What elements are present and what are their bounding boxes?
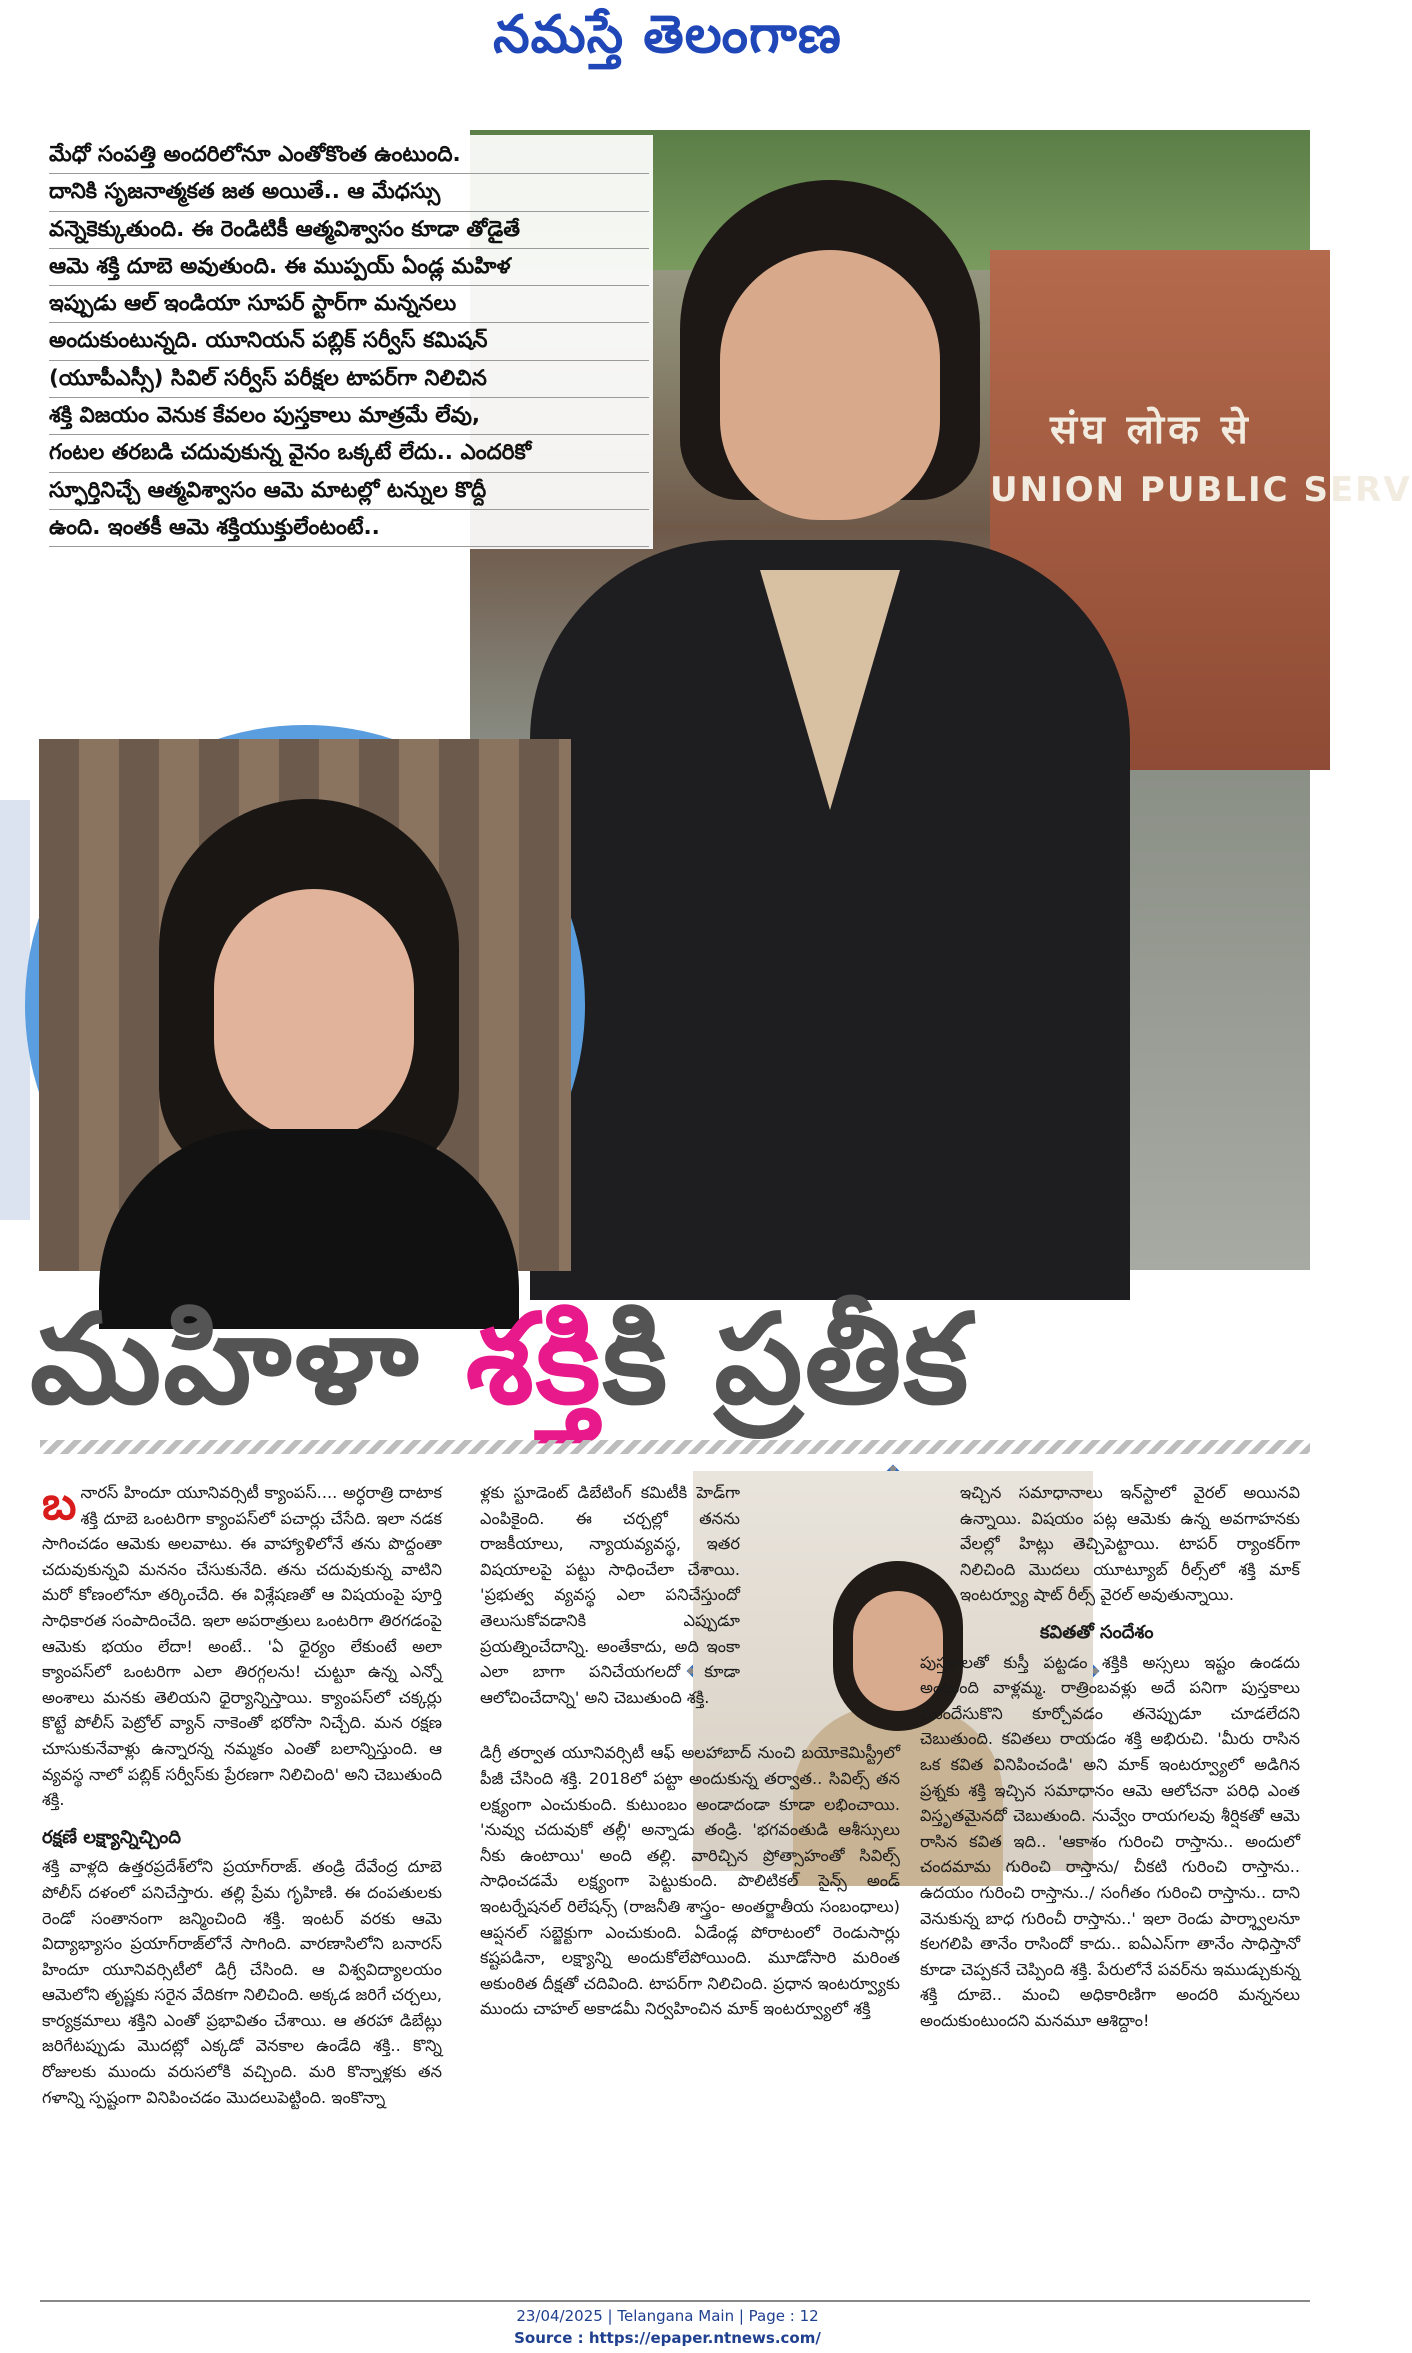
footer-source-line: Source : https://epaper.ntnews.com/ [514,2329,821,2347]
intro-line: (యూపీఎస్సీ) సివిల్ సర్వీస్ పరీక్షల టాపర్‌గా నిలిచిన [49,361,649,398]
headline-part2: కి ప్రతీక [602,1288,971,1432]
intro-line: దానికి సృజనాత్మకత జత అయితే.. ఆ మేధస్సు [49,174,649,211]
zigzag-divider [40,1440,1310,1454]
paragraph: పుస్తకాలతో కుస్తీ పట్టడం శక్తికి అస్సలు ఇష్టం ఉండదు అంటుంది వాళ్లమ్మ. రాత్రింబవళ్లు అదే పనిగా పుస్తకాలు ముందేసుకొని కూర్చోవడం తనెప్పుడూ చూడలేదని చెబుతుంది. కవితలు రాయడం శక్తి అభిరుచి. 'మీరు రాసిన ఒక కవిత వినిపించండి' అని మాక్ ఇంటర్వ్యూలో అడిగిన ప్రశ్నకు శక్తి ఇచ్చిన సమాధానం ఆమె ఆలోచనా పరిధి ఎంత విస్తృతమైనదో చెబుతుంది. నువ్వేం రాయగలవు శీర్షికతో ఆమె రాసిన కవిత ఇది.. 'ఆకాశం గురించి రాస్తాను.. అందులో చందమామ గురించి రాస్తాను/ చీకటి గురించి రాస్తాను.. ఉదయం గురించి రాస్తాను../ సంగీతం గురించి రాస్తాను.. దాని వెనుకున్న బాధ గురించీ రాస్తాను..' ఇలా రెండు పార్శ్వాలనూ కలగలిపి తానేం రాసిందో కాదు.. ఐఏఎస్‌గా తానేం సాధిస్తానో కూడా చెప్పకనే చెప్పింది శక్తి. పేరులోనే పవర్‌ను ఇముడ్చుకున్న శక్తి దూబె.. మంచి అధికారిణిగా అందరి మన్ననలు అందుకుంటుందని మనమూ ఆశిద్దాం! [920,1652,1300,2030]
paragraph [42,1476,442,1813]
headline-accent: శక్తి [465,1288,603,1432]
article-column-2 [480,1480,900,2028]
paragraph: ళ్లకు స్టూడెంట్ డిబేటింగ్ కమిటీకి హెడ్‌గా ఎంపికైంది. ఈ చర్చల్లో తనను రాజకీయాలు, న్యాయవ్యవస్థ, ఇతర విషయాలపై పట్టు సాధించేలా చేశాయి. 'ప్రభుత్వ వ్యవస్థ ఎలా పనిచేస్తుందో తెలుసుకోవడానికి ఎప్పుడూ ప్రయత్నించేదాన్ని. అంతేకాదు, అది ఇంకా ఎలా బాగా పనిచేయగలదో కూడా ఆలోచించేదాన్ని' అని చెబుతుంది శక్తి. [480,1483,740,1707]
paragraph: ఇచ్చిన సమాధానాలు ఇన్‌స్టాలో వైరల్ అయినవి ఉన్నాయి. విషయం పట్ల ఆమెకు ఉన్న అవగాహనకు వేలల్లో హిట్లు తెచ్చిపెట్టాయి. టాపర్ ర్యాంకర్‌గా నిలిచింది మొదలు యూట్యూబ్ రీల్స్‌లో శక్తి మాక్ ఇంటర్వ్యూ షాట్ రీల్స్ వైరల్ అవుతున్నాయి. [960,1483,1300,1605]
intro-line: శక్తి విజయం వెనుక కేవలం పుస్తకాలు మాత్రమే లేవు, [49,398,649,435]
intro-line: అందుకుంటున్నది. యూనియన్ పబ్లిక్ సర్వీస్ కమిషన్ [49,323,649,360]
circle-inset-photo [25,725,585,1285]
building-sign-english: UNION PUBLIC SERV [990,470,1412,510]
person-face [720,250,940,520]
footer [0,2305,1335,2349]
drop-cap: బ [42,1476,77,1530]
paragraph: శక్తి వాళ్లది ఉత్తరప్రదేశ్‌లోని ప్రయాగ్‌రాజ్. తండ్రి దేవేంద్ర దూబె పోలీస్ దళంలో పనిచేస్తారు. తల్లి ప్రేమ గృహిణి. ఈ దంపతులకు రెండో సంతానంగా జన్మించింది శక్తి. ఇంటర్ వరకు ఆమె విద్యాభ్యాసం ప్రయాగ్‌రాజ్‌లోనే సాగింది. వారణాసిలోని బనారస్ హిందూ యూనివర్సిటీలో డిగ్రీ చేసింది. ఆ విశ్వవిద్యాలయం ఆమెలోని తృష్ణకు సరైన వేదికగా నిలిచింది. అక్కడ జరిగే చర్చలు, కార్యక్రమాలు శక్తిని ఎంతో ప్రభావితం చేశాయి. ఆ తరహా డిబేట్లు జరిగేటప్పుడు మొదట్లో ఎక్కడో వెనకాల ఉండేది శక్తి.. కొన్ని రోజులకు ముందు వరుసలోకి వచ్చింది. మరి కొన్నాళ్లకు తన గళాన్ని స్పష్టంగా వినిపించడం మొదలుపెట్టింది. ఇంకొన్నా [42,1857,442,2107]
footer-date-line: 23/04/2025 | Telangana Main | Page : 12 [516,2307,819,2325]
intro-line: ఉంది. ఇంతకీ ఆమె శక్తియుక్తులేంటంటే.. [49,510,649,547]
intro-line: గంటల తరబడి చదువుకున్న వైనం ఒక్కటే లేదు.. ఎందరికో [49,435,649,472]
subheading: కవితతో సందేశం [1040,1621,1154,1643]
headline-part1: మహిళా [30,1288,466,1432]
intro-paragraph [45,135,653,549]
paragraph-text: నారస్ హిందూ యూనివర్సిటీ క్యాంపస్.... అర్ధరాత్రి దాటాక శక్తి దూబె ఒంటరిగా క్యాంపస్‌లో పచార్లు చేసేది. ఇలా నడక సాగించడం ఆమెకు అలవాటు. ఈ వాహ్యాళిలోనే తను పొద్దంతా చదువుకున్నవి మననం చేసుకునేది. తను చదువుకున్న వాటిని మరో కోణంలోనూ తర్కించేది. ఈ విశ్లేషణతో ఆ విషయంపై పూర్తి సాధికారత సంపాదించేది. ఇలా అపరాత్రులు ఒంటరిగా తిరగడంపై ఆమెకు భయం లేదా! అంటే.. 'ఏ ధైర్యం లేకుంటే అలా క్యాంపస్‌లో ఒంటరిగా ఎలా తిరగ్గలను! చుట్టూ ఉన్న ఎన్నో అంశాలు మనకు తెలియని ధైర్యాన్నిస్తాయి. క్యాంపస్‌లో చక్కర్లు కొట్టే పోలీస్ పెట్రోల్ వ్యాన్ నాకెంతో భరోసా నిచ్చేది. మన రక్షణ చూసుకునేవాళ్లు ఉన్నారన్న నమ్మకం ఎంతో బలాన్నిస్తుంది. ఆ వ్యవస్థ నాలో పబ్లిక్ సర్వీస్‌కు ప్రేరణగా నిలిచింది' అని చెబుతుంది శక్తి. [42,1483,442,1810]
intro-line: ఇప్పుడు ఆల్ ఇండియా సూపర్ స్టార్‌గా మన్ననలు [49,286,649,323]
article-column-1 [42,1476,442,2116]
subheading: రక్షణే లక్ష్యాన్నిచ్చింది [42,1826,181,1848]
article-column-3 [920,1480,1300,2039]
footer-rule [40,2300,1310,2302]
paragraph: డిగ్రీ తర్వాత యూనివర్సిటీ ఆఫ్ అలహాబాద్ నుంచి బయోకెమిస్ట్రీలో పీజీ చేసింది శక్తి. 2018లో పట్టా అందుకున్న తర్వాత.. సివిల్స్ తన లక్ష్యంగా ఎంచుకుంది. కుటుంబం అండాదండా కూడా లభించాయి. 'నువ్వు చదువుకో తల్లీ' అన్నాడు తండ్రి. 'భగవంతుడి ఆశీస్సులు నీకు ఉంటాయి' అంది తల్లి. వారిచ్చిన ప్రోత్సాహంతో సివిల్స్ సాధించడమే లక్ష్యంగా పెట్టుకుంది. పొలిటికల్ సైన్స్ అండ్ ఇంటర్నేషనల్ రిలేషన్స్ (రాజనీతి శాస్త్రం- అంతర్జాతీయ సంబంధాలు) ఆప్షనల్ సబ్జెక్టుగా ఎంచుకుంది. ఏడేండ్ల పోరాటంలో రెండుసార్లు కష్టపడినా, లక్ష్యాన్ని అందుకోలేపోయింది. మూడోసారి మరింత అకుంఠిత దీక్షతో చదివింది. టాపర్‌గా నిలిచింది. ప్రధాన ఇంటర్వ్యూకు ముందు చాహల్ అకాడమీ నిర్వహించిన మాక్ ఇంటర్వ్యూలో శక్తి [480,1743,900,2019]
intro-line: స్ఫూర్తినిచ్చే ఆత్మవిశ్వాసం ఆమె మాటల్లో టన్నుల కొద్దీ [49,473,649,510]
headline [30,1285,1320,1435]
intro-line: మేధో సంపత్తి అందరిలోనూ ఎంతోకొంత ఉంటుంది. [49,137,649,174]
inset-face [214,889,414,1139]
intro-line: ఆమె శక్తి దూబె అవుతుంది. ఈ ముప్పయ్ ఏండ్ల మహిళ [49,249,649,286]
building-sign-hindi: संघ लोक से [1050,406,1252,453]
intro-line: వన్నెకెక్కుతుంది. ఈ రెండిటికీ ఆత్మవిశ్వాసం కూడా తోడైతే [49,212,649,249]
masthead-logo: నమస్తే తెలంగాణ [493,5,842,65]
